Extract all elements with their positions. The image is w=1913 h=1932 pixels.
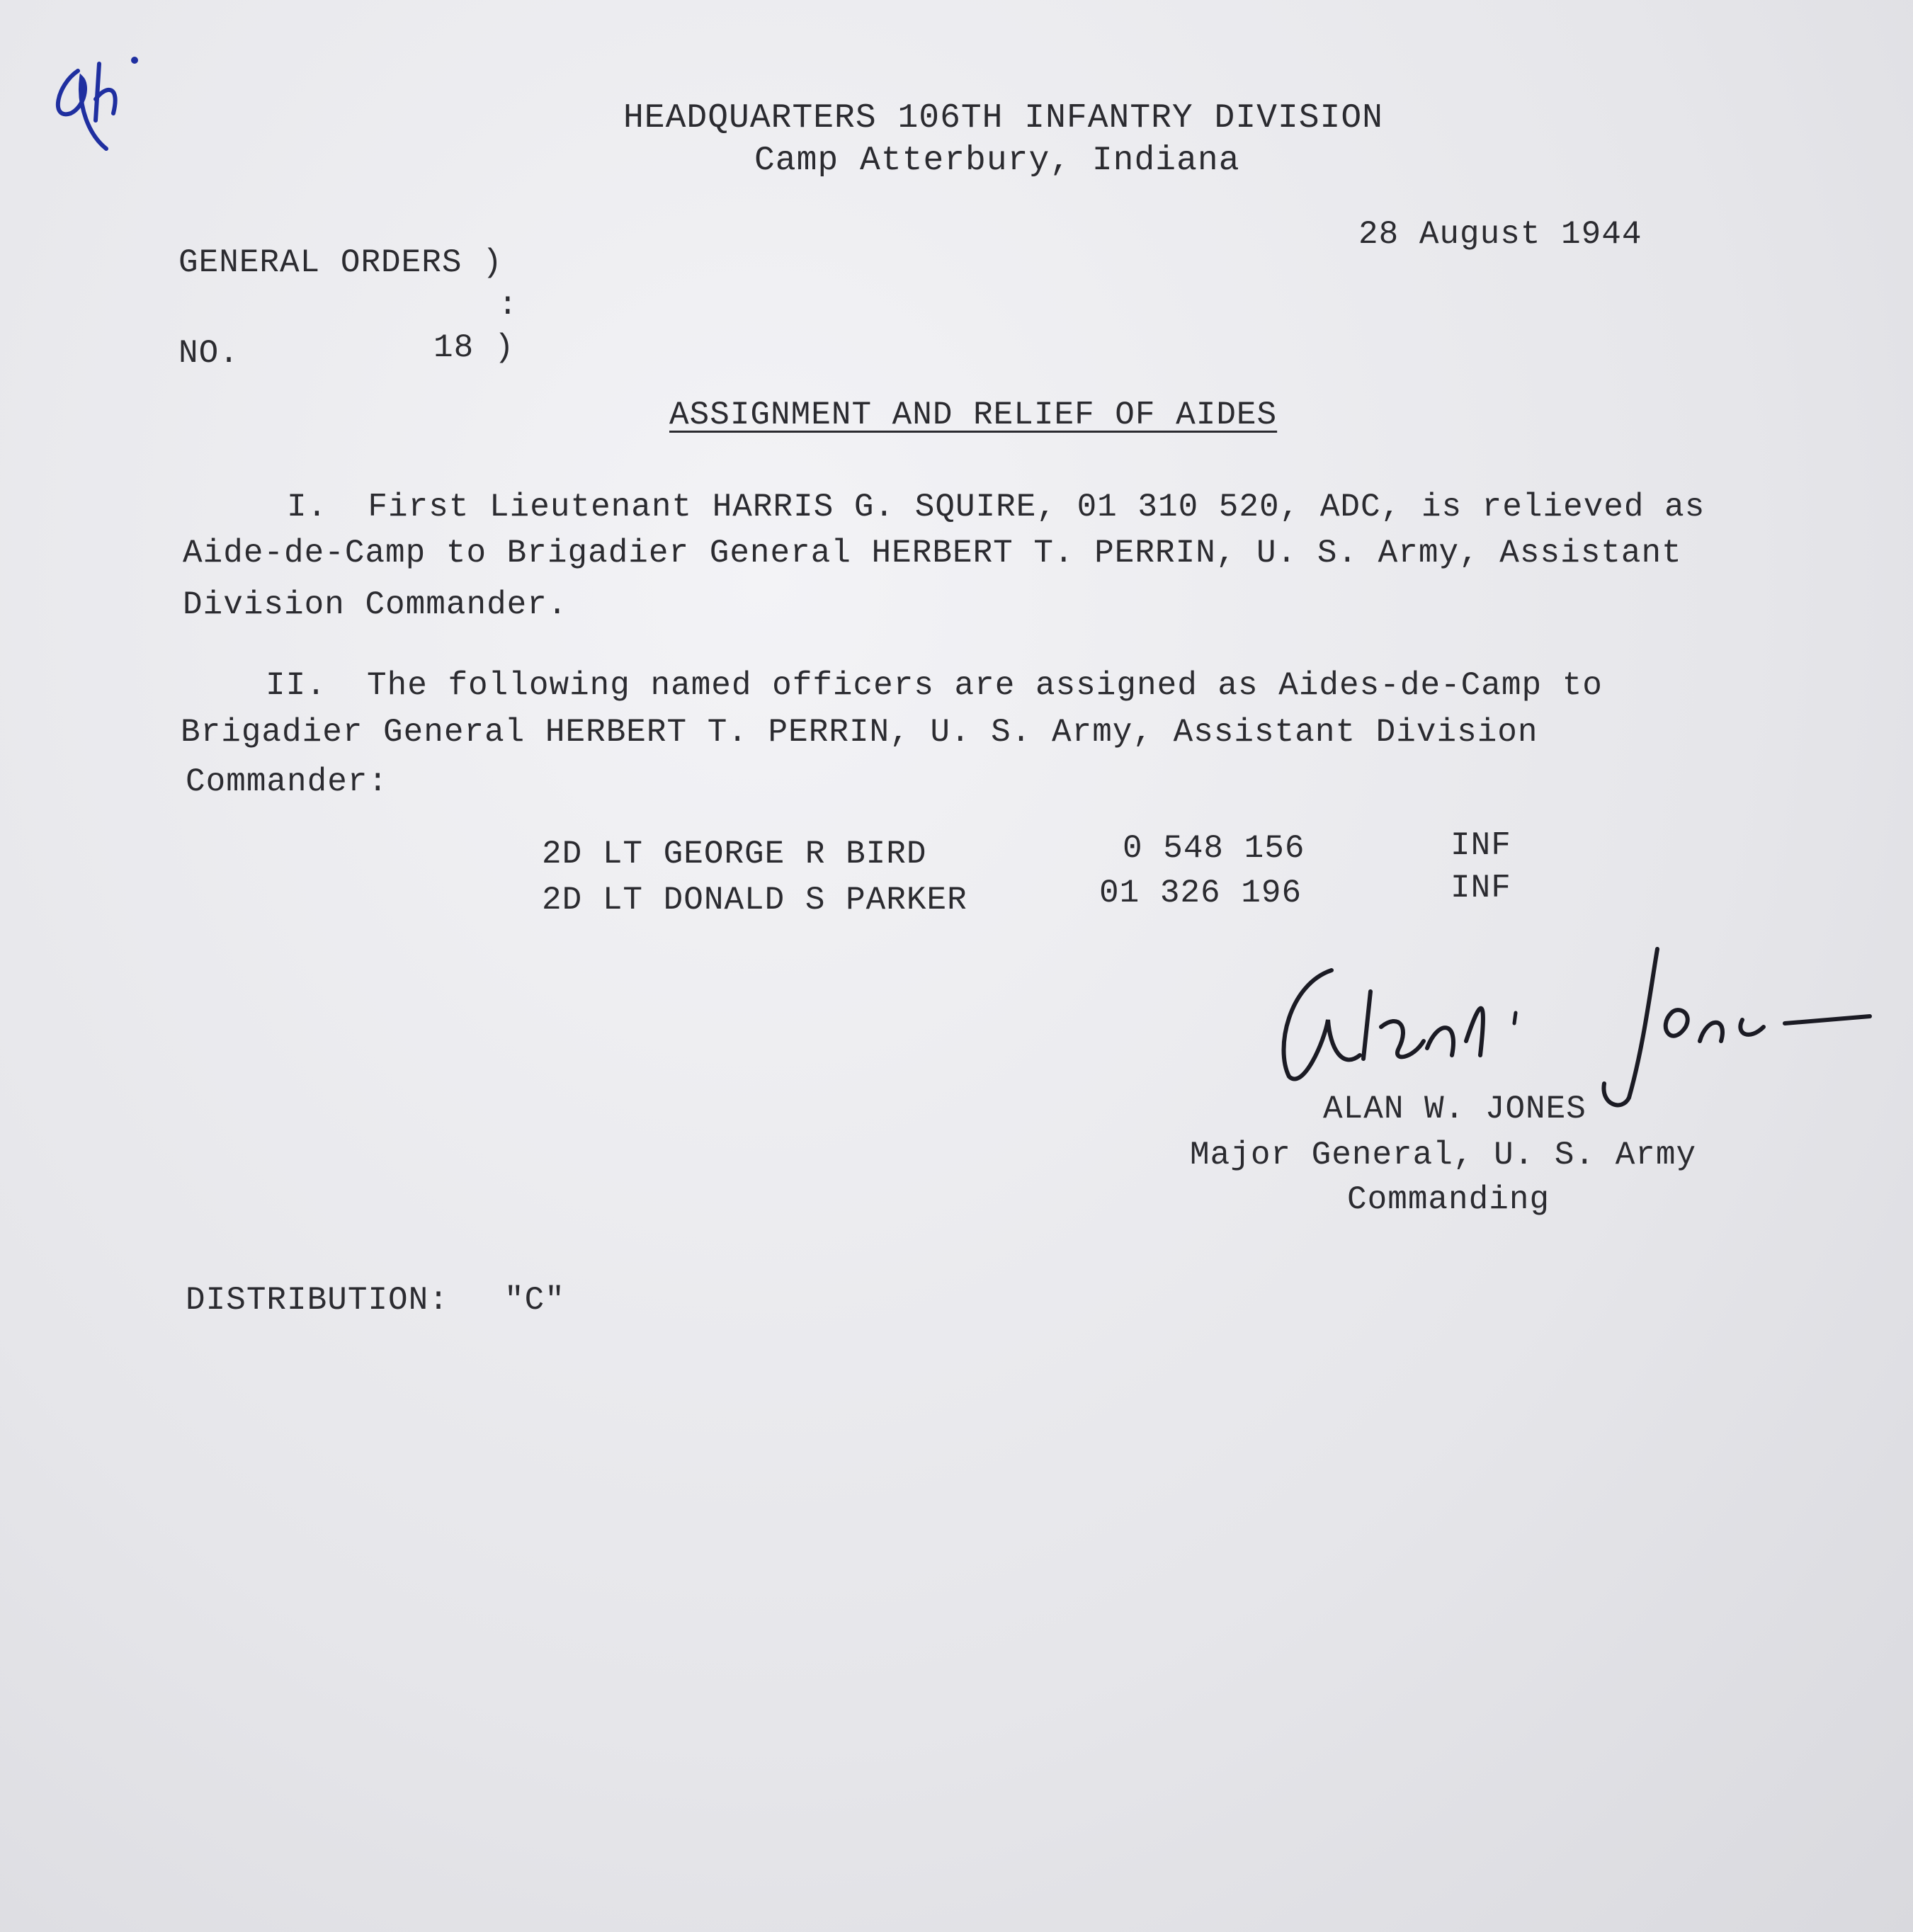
para1-line2: Aide-de-Camp to Brigadier General HERBERT T. PERRIN, U. S. Army, Assistant [183, 535, 1682, 572]
general-orders-label: GENERAL ORDERS ) [178, 244, 503, 281]
officer-2-branch: INF [1451, 870, 1511, 907]
para2-line1: II. The following named officers are assigned as Aides-de-Camp to [266, 667, 1603, 704]
officer-2-serial: 01 326 196 [1099, 875, 1302, 911]
order-number: 18 ) [433, 329, 515, 366]
handwritten-signature [1247, 935, 1884, 1112]
officer-1-name: 2D LT GEORGE R BIRD [542, 836, 927, 873]
document-title: ASSIGNMENT AND RELIEF OF AIDES [669, 397, 1278, 433]
signatory-role: Commanding [1347, 1181, 1550, 1218]
para1-line1: I. First Lieutenant HARRIS G. SQUIRE, 01 310 520, ADC, is relieved as [287, 489, 1705, 525]
handwritten-initials [28, 42, 156, 156]
officer-1-branch: INF [1451, 827, 1511, 864]
officer-1-serial: 0 548 156 [1123, 830, 1305, 867]
officer-2-name: 2D LT DONALD S PARKER [542, 882, 967, 919]
signatory-name: ALAN W. JONES [1323, 1091, 1586, 1127]
header-unit: HEADQUARTERS 106TH INFANTRY DIVISION [623, 99, 1383, 137]
order-date: 28 August 1944 [1358, 216, 1642, 253]
header-location: Camp Atterbury, Indiana [754, 142, 1240, 180]
para2-line3: Commander: [186, 763, 389, 800]
order-number-label: NO. [178, 335, 239, 372]
para1-line3: Division Commander. [183, 586, 568, 623]
signatory-rank: Major General, U. S. Army [1190, 1137, 1697, 1174]
orders-colon: : [498, 287, 518, 324]
distribution-value: "C" [504, 1282, 565, 1319]
distribution-label: DISTRIBUTION: [186, 1282, 449, 1319]
para2-line2: Brigadier General HERBERT T. PERRIN, U. S. Army, Assistant Division [181, 714, 1538, 751]
